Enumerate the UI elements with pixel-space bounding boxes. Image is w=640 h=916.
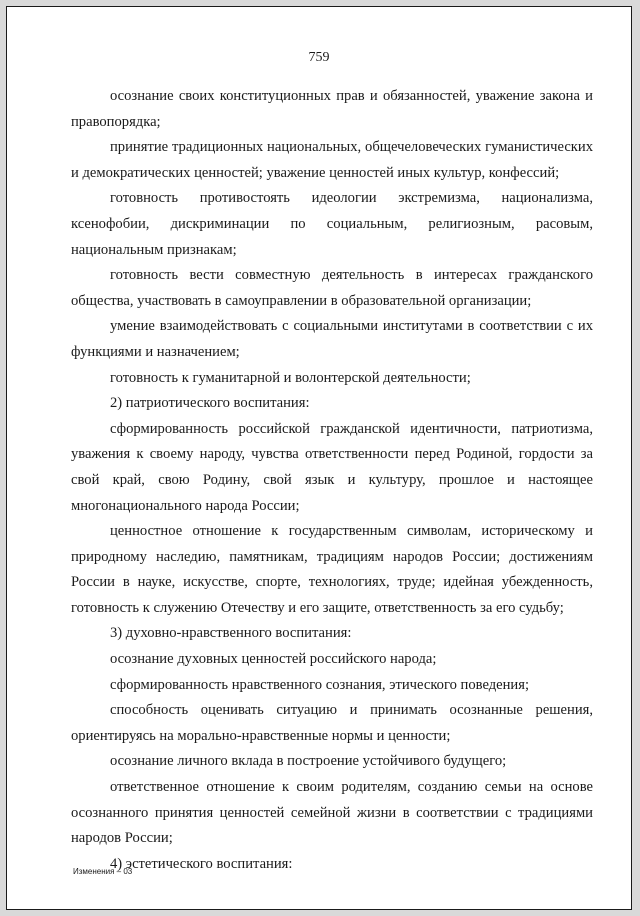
paragraph-volunteering: готовность к гуманитарной и волонтерской деятельности; xyxy=(110,369,471,386)
revision-footer: Изменения – 03 xyxy=(73,867,133,876)
paragraph-social-institutions: умение взаимодействовать с социальными институтами в соответствии с их функциями и назначением; xyxy=(71,318,593,360)
document-body xyxy=(71,84,593,877)
paragraph-state-symbols: ценностное отношение к государственным символам, историческому и природному наследию, памятникам, традициям народов России; достижениям России в науке, искусстве, спорте, технологиях, труде; идейная убежденность, готовность к служению Отечеству и его защите, ответственность за его судьбу; xyxy=(71,523,593,616)
document-page xyxy=(6,6,632,910)
paragraph-traditional-values: принятие традиционных национальных, общечеловеческих гуманистических и демократических ценностей; уважение ценностей иных культур, конфессий; xyxy=(71,139,593,181)
paragraph-family-values: ответственное отношение к своим родителям, созданию семьи на основе осознанного принятия ценностей семейной жизни в соответствии с традициями народов России; xyxy=(71,779,593,847)
paragraph-moral-consciousness: сформированность нравственного сознания, этического поведения; xyxy=(110,676,530,693)
page-number: 759 xyxy=(308,50,330,65)
heading-moral-education: 3) духовно-нравственного воспитания: xyxy=(110,625,352,642)
heading-aesthetic-education: 4) эстетического воспитания: xyxy=(110,855,293,872)
paragraph-counter-extremism: готовность противостоять идеологии экстремизма, национализма, ксенофобии, дискриминации по социальным, религиозным, расовым, национальным признакам; xyxy=(71,190,593,258)
paragraph-civic-identity: сформированность российской гражданской идентичности, патриотизма, уважения к своему народу, чувства ответственности перед Родиной, гордости за свой край, свою Родину, свой язык и культуру, прошлое и настоящее многонационального народа России; xyxy=(71,420,593,514)
paragraph-sustainable-future: осознание личного вклада в построение устойчивого будущего; xyxy=(110,753,507,770)
paragraph-joint-activity: готовность вести совместную деятельность в интересах гражданского общества, участвовать в самоуправлении в образовательной организации; xyxy=(71,267,593,309)
paragraph-decision-making: способность оценивать ситуацию и принимать осознанные решения, ориентируясь на морально-нравственные нормы и ценности; xyxy=(71,702,593,744)
paragraph-spiritual-values: осознание духовных ценностей российского народа; xyxy=(110,651,437,668)
heading-patriotic-education: 2) патриотического воспитания: xyxy=(110,395,310,412)
paragraph-constitutional-rights: осознание своих конституционных прав и обязанностей, уважение закона и правопорядка; xyxy=(71,88,593,130)
